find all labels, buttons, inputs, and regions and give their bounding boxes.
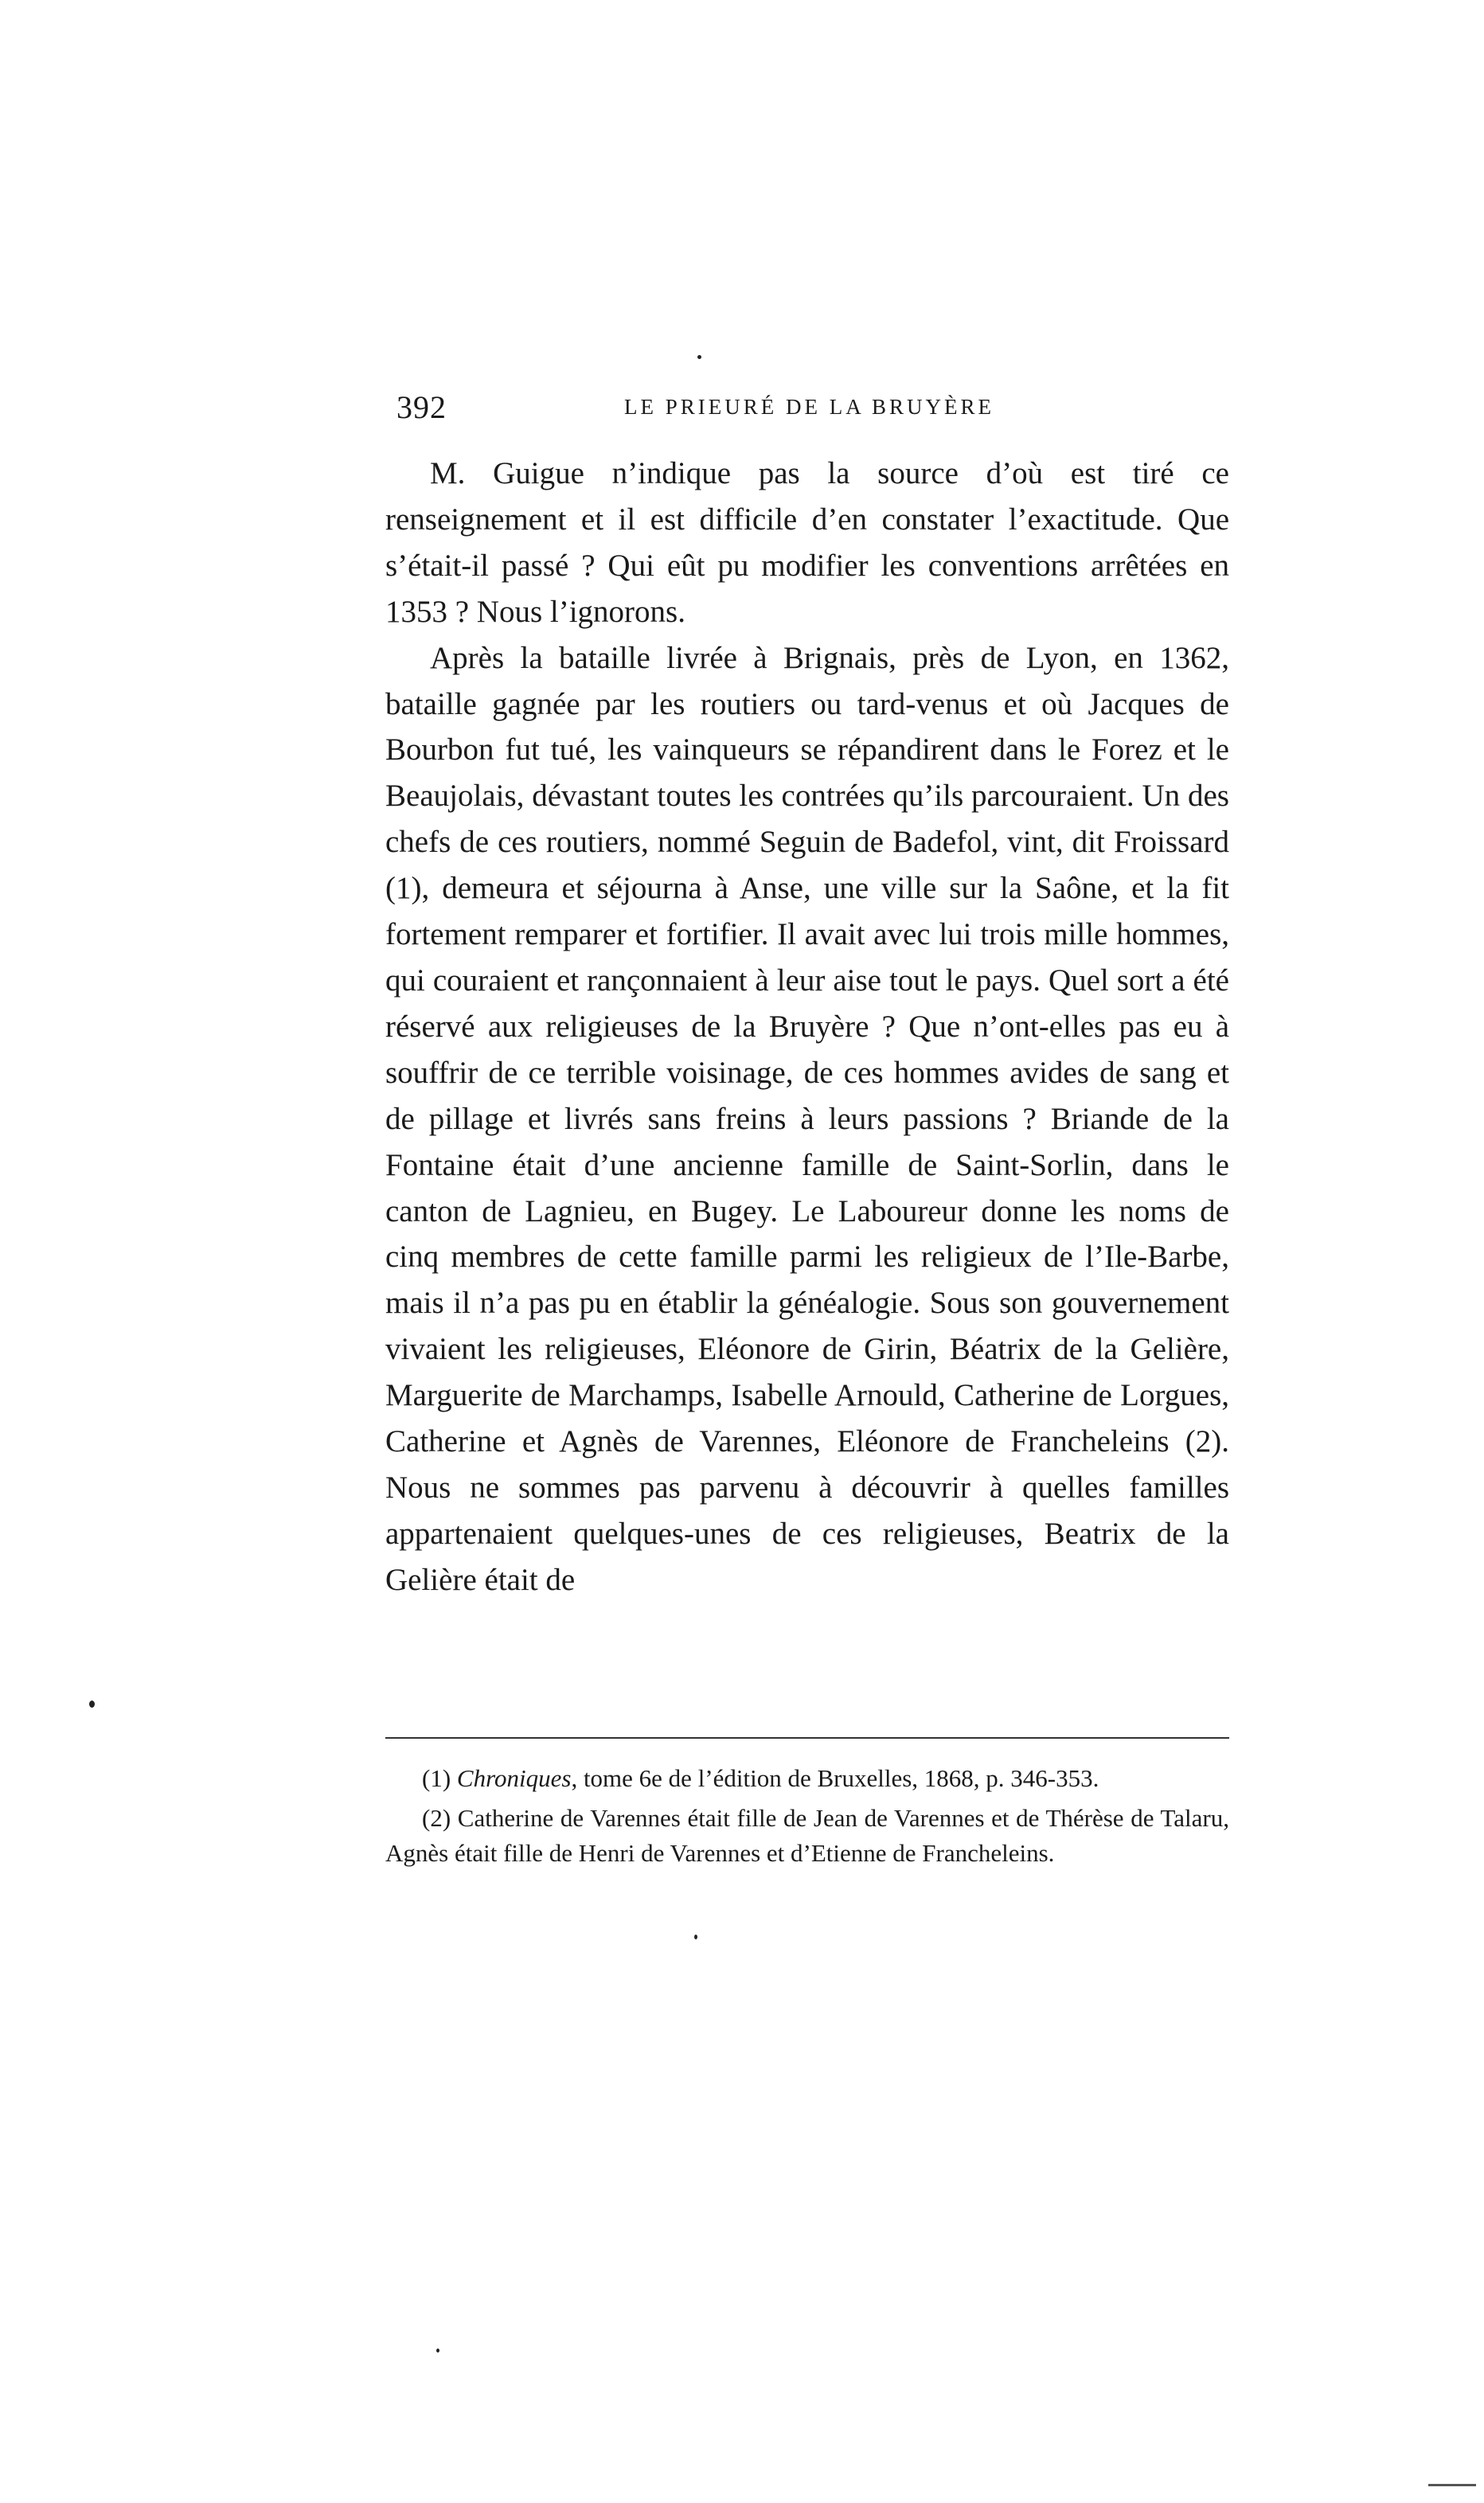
paragraph: Après la bataille livrée à Brignais, près de Lyon, en 1362, bataille gagnée par les routiers ou tard-venus et où Jacques de Bourbon fut tué, les vainqueurs se répandirent dans le Forez et le Beaujolais, dévastant toutes les contrées qu’ils parcouraient. Un des chefs de ces routiers, nommé Seguin de Badefol, vint, dit Froissard (1), demeura et séjourna à Anse, une ville sur la Saône, et la fit fortement remparer et fortifier. Il avait avec lui trois mille hommes, qui couraient et rançonnaient à leur aise tout le pays. Quel sort a été réservé aux religieuses de la Bruyère ? Que n’ont-elles pas eu à souffrir de ce terrible voisinage, de ces hommes avides de sang et de pillage et livrés sans freins à leurs passions ? Briande de la Fontaine était d’une ancienne famille de Saint-Sorlin, dans le canton de Lagnieu, en Bugey. Le Laboureur donne les noms de cinq membres de cette famille parmi les religieux de l’Ile-Barbe, mais il n’a pas pu en établir la généalogie. Sous son gouvernement vivaient les religieuses, Eléonore de Girin, Béatrix de la Gelière, Marguerite de Marchamps, Isabelle Arnould, Catherine de Lorgues, Catherine et Agnès de Varennes, Eléonore de Francheleins (2). Nous ne sommes pas parvenu à découvrir à quelles familles appartenaient quelques-unes de ces religieuses, Beatrix de la Gelière était de — [385, 640, 1229, 1597]
footnotes — [385, 1761, 1229, 1871]
footnote-marker: (2) — [422, 1804, 451, 1832]
scan-speck — [89, 1701, 95, 1708]
footnote-text: Catherine de Varennes était fille de Jean de Varennes et de Thérèse de Talaru, Agnès était fille de Henri de Varennes et d’Etienne de Francheleins. — [385, 1804, 1229, 1867]
scan-speck — [694, 1935, 697, 1939]
footnote-marker: (1) — [422, 1764, 451, 1792]
footnote — [385, 1761, 1229, 1796]
paragraph: M. Guigue n’indique pas la source d’où est tiré ce renseignement et il est difficile d’en constater l’exactitude. Que s’était-il passé ? Qui eût pu modifier les conventions arrêtées en 1353 ? Nous l’ignorons. — [385, 456, 1229, 629]
running-title: LE PRIEURÉ DE LA BRUYÈRE — [624, 395, 994, 419]
scan-speck — [1428, 2484, 1476, 2486]
footnote-divider — [385, 1737, 1229, 1739]
body-text — [385, 451, 1229, 1603]
footnote-text: , tome 6e de l’édition de Bruxelles, 1868, p. 346-353. — [571, 1764, 1099, 1792]
page-header — [385, 389, 1229, 433]
scan-speck — [697, 355, 701, 359]
scan-speck — [436, 2349, 439, 2353]
page-number: 392 — [396, 389, 447, 425]
footnote — [385, 1801, 1229, 1871]
footnote-italic-title: Chroniques — [456, 1764, 572, 1792]
